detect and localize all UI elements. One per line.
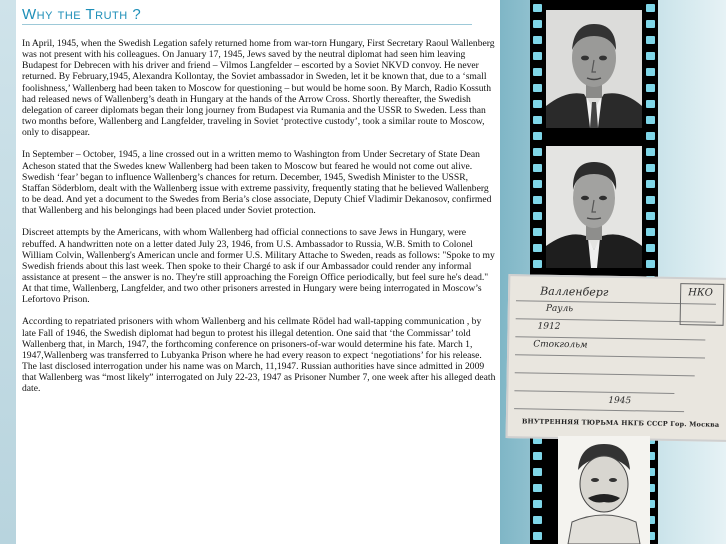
film-perforation [646,52,655,60]
film-perforation [646,100,655,108]
film-perforation [533,244,542,252]
image-panel [500,0,726,544]
film-perforation [533,196,542,204]
film-perforation [533,20,542,28]
portrait-1-image [546,10,642,128]
film-perforation [533,180,542,188]
film-perforation [646,260,655,268]
portrait-2-image [546,146,642,268]
film-perforation [533,148,542,156]
film-perforation [646,244,655,252]
paragraph-3: Discreet attempts by the Americans, with whom Wallenberg had official connections to save Jews in Hungary, were rebuffed. A handwritten note on a letter dated July 23, 1946, from U.S. Ambassador to Russia, W.B. Smith to Colonel William Colvin, Wallenberg's American uncle and former U.S. Military Attache to Sweden, reads as follows: "Spoke to my Swedish friends about this last week. Then spoke to their Chargé to ask if our Ambassador could render any informal assistance at present – the answer is no. They're still approaching the Foreign Office periodically, but feel sure he's dead." At that time, Wallenberg, Langfelder, and two other prisoners arrested in Hungary were being interrogated in Moscow’s Lefortovo Prison. [22,227,495,306]
film-perforation [533,532,542,540]
page-title: Why the Truth ? [22,6,142,23]
card-corner-mark: НКО [688,287,713,299]
film-perforation [533,500,542,508]
film-perforation [646,212,655,220]
film-perforation [533,100,542,108]
article-body [22,38,496,406]
film-perforation [533,212,542,220]
film-perforation [646,84,655,92]
portrait-photo-1 [546,10,642,128]
film-perforation [646,148,655,156]
film-perforation [533,68,542,76]
film-perforation [646,164,655,172]
film-perforation [533,84,542,92]
card-stamp-footer: ВНУТРЕННЯЯ ТЮРЬМА НКГБ СССР Гор. Москва [521,417,720,429]
film-perforation [533,484,542,492]
film-perforation [533,132,542,140]
film-perforation [646,68,655,76]
film-perforation [533,452,542,460]
left-accent-bar [0,0,16,544]
paragraph-4: According to repatriated prisoners with whom Wallenberg and his cellmate Rödel had wall-tapping communication , by late Fall of 1946, the Swedish diplomat had begun to protest his illegal detention. One said that ‘the Commissar’ told Wallenberg that, in March, 1947, the forthcoming conference on prisoners-of-war would determine his fate. March 1, 1947,Wallenberg was transferred to Lubyanka Prison where he had every reason to expect ‘negotiations’ for his release. The last disclosed interrogation under his name was on March, 11,1947. Russian authorities have since admitted in 2009 that Wallenberg was “most likely” interrogated on July 22-23, 1947 as Prisoner Number 7, one week after his alleged death date. [22,316,496,395]
portrait-photo-3 [558,436,650,544]
film-perforation [646,116,655,124]
film-perforation [533,116,542,124]
film-perforation [646,132,655,140]
film-perforation [533,52,542,60]
prison-registration-card [506,274,726,442]
film-perforation [533,36,542,44]
card-birth-year: 1912 [537,321,561,332]
film-perforation [533,228,542,236]
paragraph-1: In April, 1945, when the Swedish Legation safely returned home from war-torn Hungary, First Secretary Raoul Wallenberg was not present with his colleagues. On January 17, 1945, Jews saved by the neutral diplomat had seen him leaving Budapest for Debrecen with his driver and friend – Vilmos Langfelder – escorted by a Soviet NKVD convoy. He never returned. By February,1945, Alexandra Kollontay, the Soviet ambassador in Sweden, let it be known that, due to a ‘small foolishness,’ Wallenberg had been taken to Moscow for questioning – but would be home soon. By March, Radio Kossuth had released news of Wallenberg’s death in Hungary at the hands of the Arrow Cross. Shortly thereafter, the Swedish delegation of career diplomats began their long journey from Budapest via Rumania and the USSR to Sweden. Less than two months before, Wallenberg and Langfelder, traveling in Soviet ‘protective custody’, took a similar route to Moscow, only to disappear. [22,38,495,139]
film-perforation [533,164,542,172]
film-perforation [533,516,542,524]
film-perforation [646,228,655,236]
film-perforation [646,20,655,28]
portrait-photo-2 [546,146,642,268]
film-perforation [646,196,655,204]
paragraph-2: In September – October, 1945, a line crossed out in a written memo to Washington from Under Secretary of State Dean Acheson stated that the Swedes knew Wallenberg had been taken to Moscow but feared he would not come out alive. Swedish ‘fear’ began to influence Wallenberg’s chances for return. December, 1945, Swedish Minister to the USSR, Staffan Söderblom, dealt with the Wallenberg issue with extreme passivity, frequently stating that he believed Wallenberg to be dead. And yet a document to the Swedes from Beria’s close associate, Deputy Chief Vladimir Dekanosov, confirmed that Wallenberg and his belongings had been placed under Soviet protection. [22,149,492,217]
film-perforation [646,36,655,44]
film-perforation [533,468,542,476]
card-surname: Валленберг [540,284,609,299]
film-perforation [533,4,542,12]
card-first-name: Рауль [545,303,574,315]
portrait-3-image [558,436,650,544]
title-divider [22,24,472,25]
card-city: Стокгольм [533,339,588,351]
film-perforation [646,180,655,188]
film-perforation [646,4,655,12]
card-arrest-year: 1945 [608,395,632,407]
film-perforation [533,260,542,268]
